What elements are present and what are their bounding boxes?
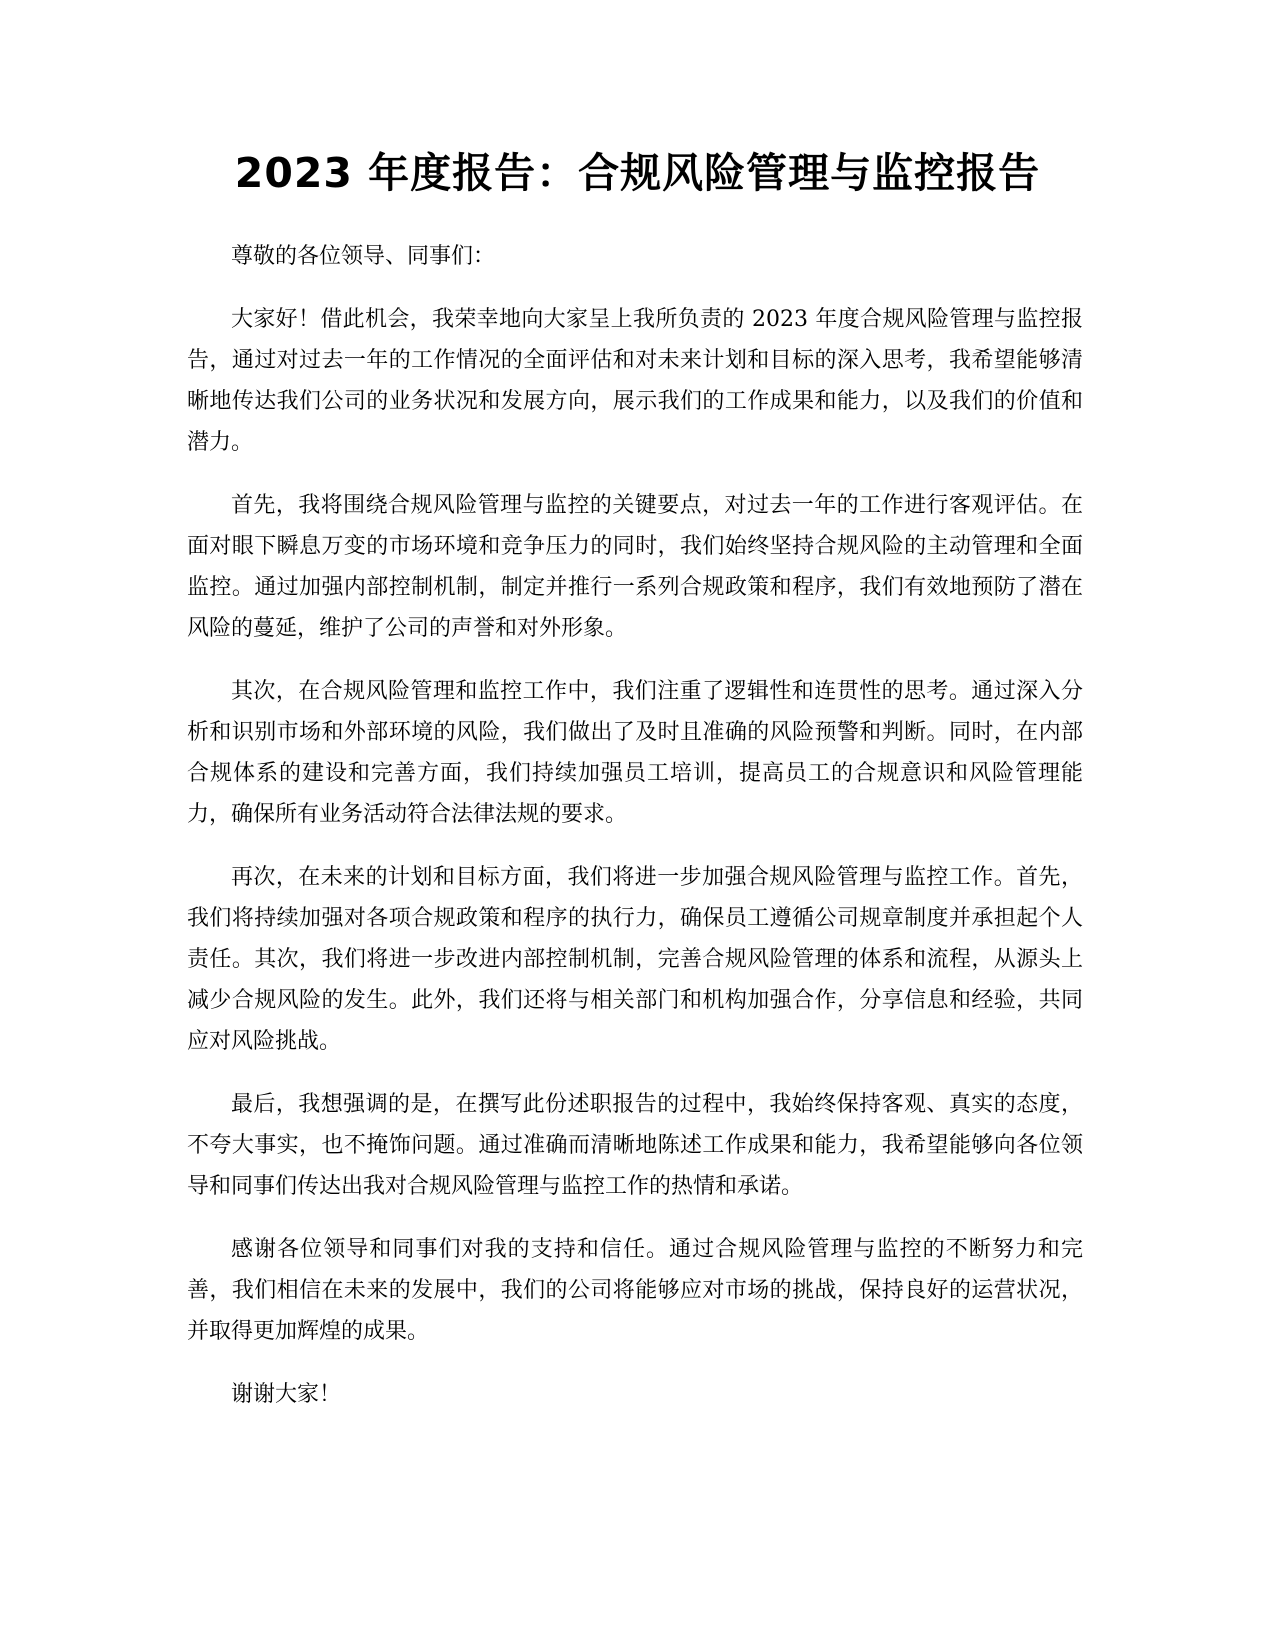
- body-paragraph: 感谢各位领导和同事们对我的支持和信任。通过合规风险管理与监控的不断努力和完善，我们相信在未来的发展中，我们的公司将能够应对市场的挑战，保持良好的运营状况，并取得更加辉煌的成果。: [187, 1237, 1083, 1344]
- body-paragraph: 再次，在未来的计划和目标方面，我们将进一步加强合规风险管理与监控工作。首先，我们将持续加强对各项合规政策和程序的执行力，确保员工遵循公司规章制度并承担起个人责任。其次，我们将进一步改进内部控制机制，完善合规风险管理的体系和流程，从源头上减少合规风险的发生。此外，我们还将与相关部门和机构加强合作，分享信息和经验，共同应对风险挑战。: [187, 865, 1083, 1054]
- salutation: 尊敬的各位领导、同事们：: [231, 244, 496, 269]
- body-paragraph: 其次，在合规风险管理和监控工作中，我们注重了逻辑性和连贯性的思考。通过深入分析和识别市场和外部环境的风险，我们做出了及时且准确的风险预警和判断。同时，在内部合规体系的建设和完善方面，我们持续加强员工培训，提高员工的合规意识和风险管理能力，确保所有业务活动符合法律法规的要求。: [187, 679, 1083, 827]
- closing-line: 谢谢大家！: [231, 1382, 342, 1407]
- document-body: [187, 236, 1083, 1437]
- body-paragraph: 最后，我想强调的是，在撰写此份述职报告的过程中，我始终保持客观、真实的态度，不夸大事实，也不掩饰问题。通过准确而清晰地陈述工作成果和能力，我希望能够向各位领导和同事们传达出我对合规风险管理与监控工作的热情和承诺。: [187, 1092, 1083, 1199]
- document-title: 2023 年度报告：合规风险管理与监控报告: [234, 149, 1041, 197]
- body-paragraph: 大家好！借此机会，我荣幸地向大家呈上我所负责的 2023 年度合规风险管理与监控报告，通过对过去一年的工作情况的全面评估和对未来计划和目标的深入思考，我希望能够清晰地传达我们公司的业务状况和发展方向，展示我们的工作成果和能力，以及我们的价值和潜力。: [187, 307, 1083, 455]
- body-paragraph: 首先，我将围绕合规风险管理与监控的关键要点，对过去一年的工作进行客观评估。在面对眼下瞬息万变的市场环境和竞争压力的同时，我们始终坚持合规风险的主动管理和全面监控。通过加强内部控制机制，制定并推行一系列合规政策和程序，我们有效地预防了潜在风险的蔓延，维护了公司的声誉和对外形象。: [187, 493, 1083, 641]
